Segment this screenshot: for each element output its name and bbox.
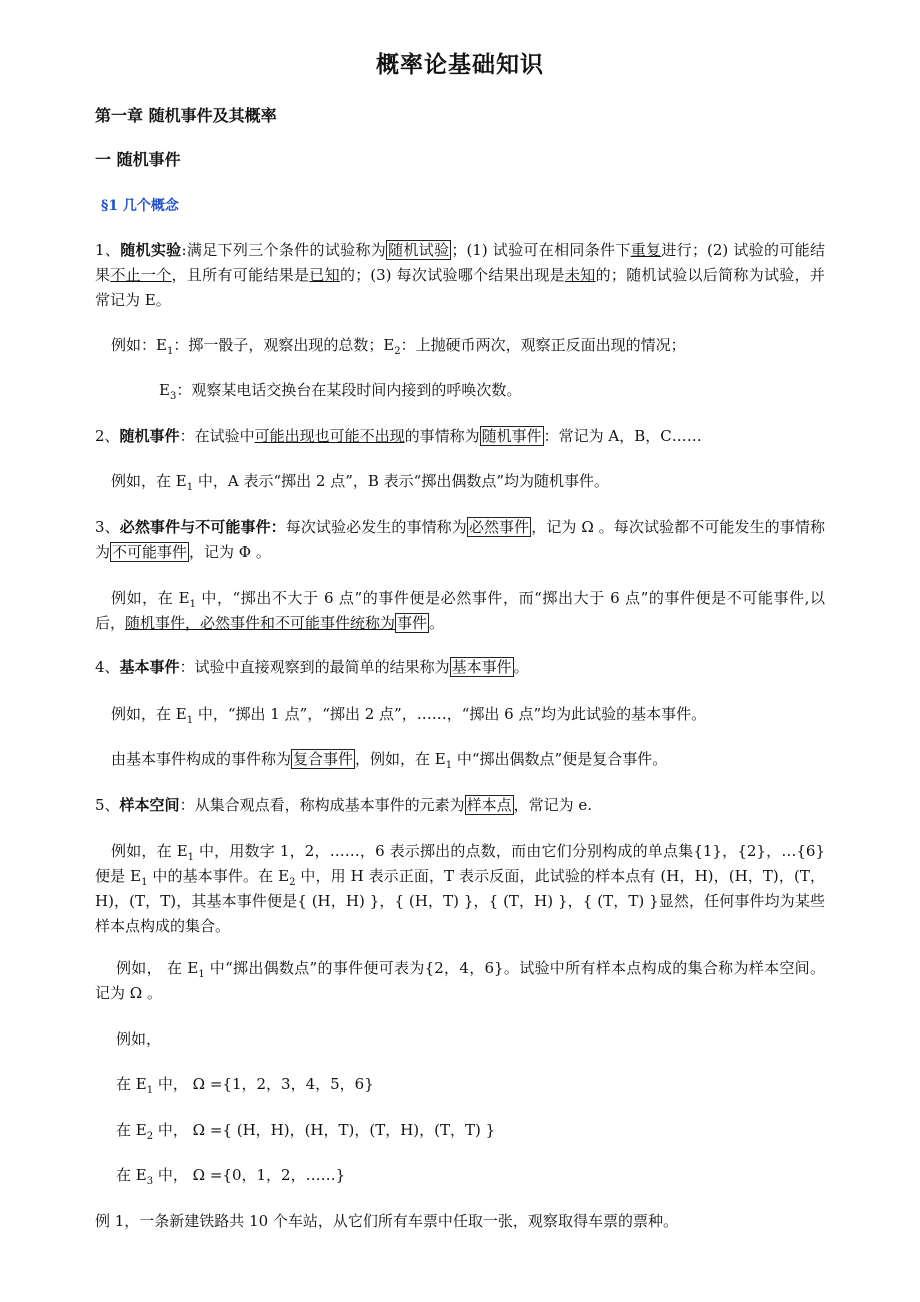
item-random-event: 2、随机事件：在试验中可能出现也可能不出现的事情称为 随机事件 ：常记为 A，B，C…… [95, 427, 702, 445]
document-title: 概率论基础知识 [376, 52, 544, 78]
boxed-term: 必然事件 [468, 518, 530, 536]
term: 随机事件 [119, 427, 180, 445]
example-line: 例如，在 $E_1$ 中，“掷出 1 点”，“掷出 2 点”，……，“掷出 6 点”均为此试验的基本事件。 [111, 705, 707, 726]
boxed-term: 事件 [397, 614, 428, 632]
example-paragraph: 例如， 在 $E_1$ 中“掷出偶数点”的事件便可表为{2，4，6}。试验中所有样本点构成的集合称为样本空间。记为 Ω 。 [95, 959, 825, 1002]
boxed-term: 随机试验 [388, 241, 450, 259]
item-certain-impossible-event: 3、必然事件与不可能事件：每次试验必发生的事情称为 必然事件 ，记为 Ω 。每次试验都不可能发生的事情称为 不可能事件 ，记为 Φ 。 [95, 518, 825, 561]
example-paragraph: 例如，在 $E_1$ 中，“掷出不大于 6 点”的事件便是必然事件，而“掷出大于 6 点”的事件便是不可能事件,以后，随机事件，必然事件和不可能事件统称为 事件 。 [95, 589, 826, 632]
term: 必然事件与不可能事件： [119, 518, 286, 536]
boxed-term: 基本事件 [451, 658, 512, 676]
sample-space-e1: 在 $E_1$ 中， Ω ={1，2，3，4，5，6} [116, 1075, 374, 1096]
term: 样本空间 [119, 796, 180, 814]
boxed-term: 复合事件 [293, 750, 354, 768]
item-random-experiment: 1、随机实验:满足下列三个条件的试验称为 随机试验 ；(1) 试验可在相同条件下重复进行；(2) 试验的可能结果不止一个，且所有可能结果是已知的；(3) 每次试验哪个结果出现是未知的；随机试验以后简称为试验，并常记为 E。 [95, 241, 825, 309]
sample-space-e3: 在 $E_3$ 中， Ω ={0，1，2，……} [116, 1166, 346, 1187]
example-paragraph: 例如，在 $E_1$ 中，用数字 1，2，……，6 表示掷出的点数，而由它们分别构成的单点集{1}，{2}，…{6}便是 $E_1$ 中的基本事件。在 $E_2$ 中，用 H 表示正面，T 表示反面，此试验的样本点有 (H，H)，(H，T)，(T，H)，(T，T)，其基本事件便是{ (H，H) }，{ (H，T) }，{ (T，H) }，{ (T，T) }显然，任何事件均为某些样本点构成的集合。 [95, 842, 825, 935]
underlined-text: 可能出现也可能不出现 [254, 427, 405, 445]
section-heading: 一 随机事件 [95, 150, 181, 169]
example-line: 例如，在 $E_1$ 中，A 表示“掷出 2 点”，B 表示“掷出偶数点”均为随机事件。 [111, 472, 610, 493]
boxed-term: 不可能事件 [112, 543, 188, 561]
underlined-text: 未知 [564, 266, 596, 284]
example-1: 例 1，一条新建铁路共 10 个车站，从它们所有车票中任取一张，观察取得车票的票种。 [95, 1212, 678, 1230]
underlined-text: 随机事件，必然事件和不可能事件统称为 [125, 614, 396, 632]
example-line: $E_3$：观察某电话交换台在某段时间内接到的呼唤次数。 [159, 381, 522, 402]
chapter-heading: 第一章 随机事件及其概率 [95, 106, 277, 125]
example-line: 例如， [116, 1030, 162, 1048]
subsection-heading: §1 几个概念 [101, 198, 179, 214]
item-sample-space: 5、样本空间：从集合观点看，称构成基本事件的元素为 样本点 ，常记为 e. [95, 796, 593, 814]
underlined-text: 已知 [309, 266, 340, 284]
item-basic-event: 4、基本事件：试验中直接观察到的最简单的结果称为 基本事件 。 [95, 658, 529, 676]
term: 随机实验 [120, 241, 182, 259]
sample-space-e2: 在 $E_2$ 中， Ω ={ (H，H)，(H，T)，(T，H)，(T，T) } [116, 1121, 496, 1142]
term: 基本事件 [119, 658, 180, 676]
underlined-text: 重复 [630, 241, 662, 259]
boxed-term: 随机事件 [481, 427, 542, 445]
example-line: 由基本事件构成的事件称为 复合事件 ，例如，在 $E_1$ 中“掷出偶数点”便是复合事件。 [111, 750, 668, 771]
boxed-term: 样本点 [466, 796, 512, 814]
example-line: 例如：$E_1$：掷一骰子，观察出现的总数；$E_2$：上抛硬币两次，观察正反面出现的情况； [111, 336, 686, 357]
underlined-text: 不止一个 [110, 266, 172, 284]
